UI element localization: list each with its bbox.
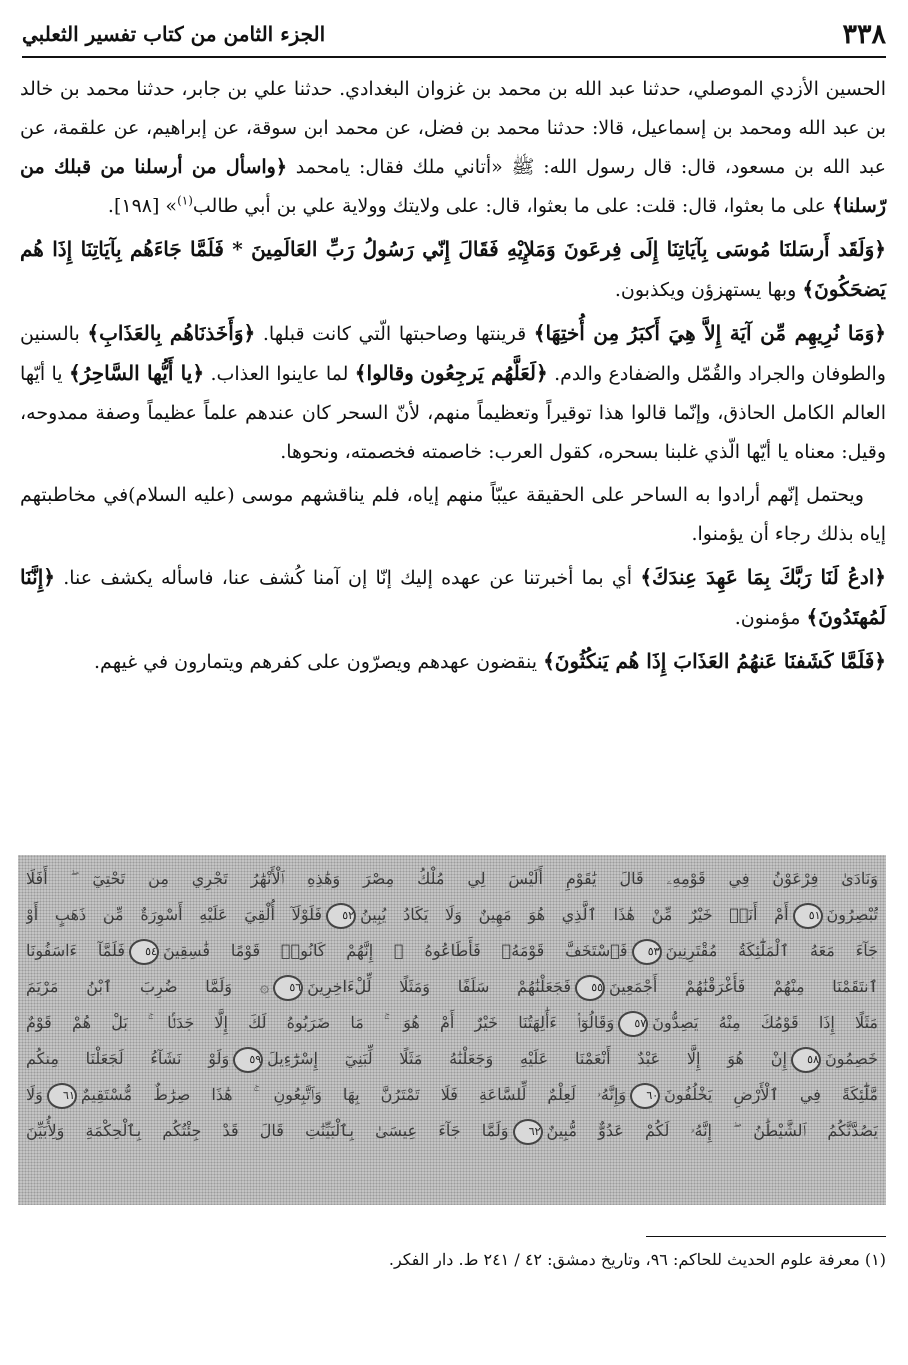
mushaf-verse-text: وَإِنَّهُۥ لَعِلْمٌ لِّلسَّاعَةِ فَلَا تَمْتَرُنَّ بِهَا وَٱتَّبِعُونِ ۚ هَٰذَا صِرَٰطٌ مُّسْتَقِيمٌ [80, 1085, 627, 1104]
mushaf-verse-text: مَثَلًا إِذَا قَوْمُكَ مِنْهُ يَصِدُّونَ [652, 1013, 878, 1032]
text: ينقضون عهدهم ويصرّون على كفرهم ويتمارون في غيهم. [94, 651, 538, 673]
mushaf-line [26, 1041, 878, 1077]
mushaf-verse-text: وَلَوْ نَشَآءُ لَجَعَلْنَا مِنكُم [26, 1049, 230, 1068]
footnote-ref[interactable]: (١) [177, 193, 193, 208]
ayah-number-icon: ٥١ [793, 903, 823, 929]
mushaf-verse-text: إِنْ هُوَ إِلَّا عَبْدٌ أَنْعَمْنَا عَلَيْهِ وَجَعَلْنَٰهُ مَثَلًا لِّبَنِيٓ إِسْرَٰٓءِيلَ [267, 1049, 787, 1068]
body-text [20, 70, 886, 686]
footnote: (١) معرفة علوم الحديث للحاكم: ٩٦، وتاريخ دمشق: ٤٢ / ٢٤١ ط. دار الفكر. [388, 1250, 886, 1269]
text: لما عاينوا العذاب. [210, 363, 349, 385]
ayah-number-icon: ٥٦ [273, 975, 303, 1001]
page-number: ٣٣٨ [842, 18, 886, 50]
text: قرينتها وصاحبتها الّتي كانت قبلها. [262, 323, 527, 345]
mushaf-verse-text: مَّلَٰٓئِكَةً فِي ٱلْأَرْضِ يَخْلُفُونَ [664, 1085, 878, 1104]
quran-quote: ﴿فَلَمَّا كَشَفنَا عَنهُمُ العَذَابَ إِذَا هُم يَنكُثُونَ﴾ [543, 649, 886, 673]
ayah-number-icon: ٥٤ [129, 939, 159, 965]
paragraph-4 [20, 476, 886, 554]
mushaf-verse-text: وَقَالُوٓا۟ ءَأَٰلِهَتُنَا خَيْرٌ أَمْ هُوَ ۚ مَا ضَرَبُوهُ لَكَ إِلَّا جَدَلًۢا ۚ بَلْ هُمْ قَوْمٌ [26, 1013, 615, 1032]
header-rule [22, 56, 886, 58]
paragraph-1 [20, 70, 886, 226]
mushaf-line [26, 1005, 878, 1041]
paragraph-6 [20, 642, 886, 682]
text: على ما بعثوا، قال: قلت: على ما بعثوا، قال: على ولايتك وولاية علي بن أبي طالب [192, 195, 826, 217]
ayah-number-icon: ٦١ [47, 1083, 77, 1109]
paragraph-5 [20, 558, 886, 638]
mushaf-line [26, 1113, 878, 1149]
mushaf-verse-text: فَٱسْتَخَفَّ قَوْمَهُۥ فَأَطَاعُوهُ ۚ إِنَّهُمْ كَانُوا۟ قَوْمًا فَٰسِقِينَ [162, 941, 628, 960]
quran-quote: ﴿وَأَخَذنَاهُم بِالعَذَابِ﴾ [87, 321, 256, 345]
quran-quote: ﴿وَلَقَد أَرسَلنَا مُوسَى بِآيَاتِنَا إِلَى فِرعَونَ وَمَلإِيْهِ فَقَالَ إِنّي رَسُولُ رَبِّ العَالَمِينَ * فَلَمَّا جَاءَهُم بِآيَاتِنَا إِذَا هُم يَضحَكُونَ﴾ [20, 237, 886, 301]
ayah-number-icon: ٥٩ [233, 1047, 263, 1073]
mushaf-verse-text: فَلَمَّآ ءَاسَفُونَا [26, 941, 125, 960]
paragraph-2 [20, 230, 886, 310]
text: ويحتمل إنّهم أرادوا به الساحر على الحقيقة عيبّاً منهم إياه، فلم يناقشهم موسى (عليه السلام)في مخاطبتهم إياه بذلك رجاء أن يؤمنوا. [20, 484, 886, 545]
quran-quote: ﴿يا أَيُّها السَّاحِرُ﴾ [68, 361, 205, 385]
paragraph-3 [20, 314, 886, 472]
mushaf-line [26, 861, 878, 897]
ayah-number-icon: ٥٣ [632, 939, 662, 965]
mushaf-lines [18, 855, 886, 1149]
text: مؤمنون. [734, 607, 801, 629]
ayah-number-icon: ٥٥ [575, 975, 605, 1001]
mushaf-verse-text: وَلَا [26, 1085, 43, 1104]
mushaf-verse-text: وَلَمَّا جَآءَ عِيسَىٰ بِٱلْبَيِّنَٰتِ قَالَ قَدْ جِئْتُكُم بِٱلْحِكْمَةِ وَلِأُبَيِّنَ [26, 1121, 509, 1140]
quran-quote: ﴿ادعُ لَنَا رَبَّكَ بِمَا عَهِدَ عِندَكَ﴾ [640, 565, 886, 589]
text: وبها يستهزؤن ويكذبون. [614, 279, 797, 301]
quran-quote: وقالوا﴾ [354, 361, 414, 385]
mushaf-verse-text: يَصُدَّنَّكُمُ ٱلشَّيْطَٰنُ ۖ إِنَّهُۥ لَكُمْ عَدُوٌّ مُّبِينٌ [546, 1121, 878, 1140]
footnote-rule [646, 1236, 886, 1237]
mushaf-text-block [18, 855, 886, 1205]
mushaf-verse-text: ۞ وَلَمَّا ضُرِبَ ٱبْنُ مَرْيَمَ [26, 977, 270, 996]
mushaf-verse-text: فَلَوْلَآ أُلْقِيَ عَلَيْهِ أَسْوِرَةٌ مِّن ذَهَبٍ أَوْ [26, 905, 323, 924]
mushaf-line [26, 897, 878, 933]
ayah-number-icon: ٥٧ [618, 1011, 648, 1037]
mushaf-verse-text: جَآءَ مَعَهُ ٱلْمَلَٰٓئِكَةُ مُقْتَرِنِينَ [665, 941, 878, 960]
mushaf-verse-text: أَمْ أَنَا۠ خَيْرٌ مِّنْ هَٰذَا ٱلَّذِي هُوَ مَهِينٌ وَلَا يَكَادُ يُبِينُ [360, 905, 789, 924]
ayah-number-icon: ٥٢ [326, 903, 356, 929]
text: بالسنين والطوفان والجراد والقُمّل والضفادع والدم. [20, 323, 886, 385]
mushaf-verse-text: وَنَادَىٰ فِرْعَوْنُ فِي قَوْمِهِۦ قَالَ يَٰقَوْمِ أَلَيْسَ لِي مُلْكُ مِصْرَ وَهَٰذِهِ ٱلْأَنْهَٰرُ تَجْرِي مِن تَحْتِيٓ ۖ أَفَلَا [26, 869, 878, 888]
mushaf-line [26, 1077, 878, 1113]
text: الحسين الأزدي الموصلي، حدثنا عبد الله بن محمد بن غزوان البغدادي. حدثنا علي بن جابر، حدثنا محمد بن خالد بن عبد الله ومحمد بن إسماعيل، قالا: حدثنا محمد بن فضل، عن محمد ابن سوقة، عن إبراهيم، عن علقمة، عن عبد الله بن مسعود، قال: قال رسول الله: ﷺ «أتاني ملك فقال: يامحمد [20, 78, 887, 178]
mushaf-verse-text: ٱنتَقَمْنَا مِنْهُمْ فَأَغْرَقْنَٰهُمْ أَجْمَعِينَ [609, 977, 878, 996]
page-header [22, 14, 886, 54]
quran-quote: ﴿لَعَلَّهُم يَرجِعُون [420, 361, 548, 385]
text: » [١٩٨]. [107, 195, 178, 217]
mushaf-verse-text: فَجَعَلْنَٰهُمْ سَلَفًا وَمَثَلًا لِّلْءَاخِرِينَ [307, 977, 572, 996]
quran-quote: ﴿واسأل من أرسلنا من قبلك من رّسلنا﴾ [20, 156, 886, 217]
running-title: الجزء الثامن من كتاب تفسير الثعلبي [22, 22, 326, 46]
ayah-number-icon: ٥٨ [791, 1047, 821, 1073]
ayah-number-icon: ٦٢ [513, 1119, 543, 1145]
ayah-number-icon: ٦٠ [630, 1083, 660, 1109]
quran-quote: ﴿إِنَّنَا لَمُهتَدُونَ﴾ [20, 565, 886, 629]
mushaf-verse-text: تُبْصِرُونَ [826, 905, 878, 924]
text: يا أيّها العالم الكامل الحاذق، وإنّما قالوا هذا توقيراً وتعظيماً منهم، لأنّ السحر كان عندهم علماً عظيماً وصفة ممدوحه، وقيل: معناه يا أيّها الّذي غلبنا بسحره، كقول العرب: خاصمته فخصمته، ونحوها. [20, 363, 886, 463]
text: أي بما أخبرتنا عن عهده إليك إنّا إن آمنا كُشف عنا، فاسأله يكشف عنا. [63, 567, 633, 589]
mushaf-verse-text: خَصِمُونَ [824, 1049, 878, 1068]
quran-quote: ﴿وَمَا نُرِيهِم مِّن آيَة إِلاَّ هِيَ أَكبَرُ مِن أُختِهَا﴾ [533, 321, 887, 345]
mushaf-line [26, 933, 878, 969]
mushaf-line [26, 969, 878, 1005]
